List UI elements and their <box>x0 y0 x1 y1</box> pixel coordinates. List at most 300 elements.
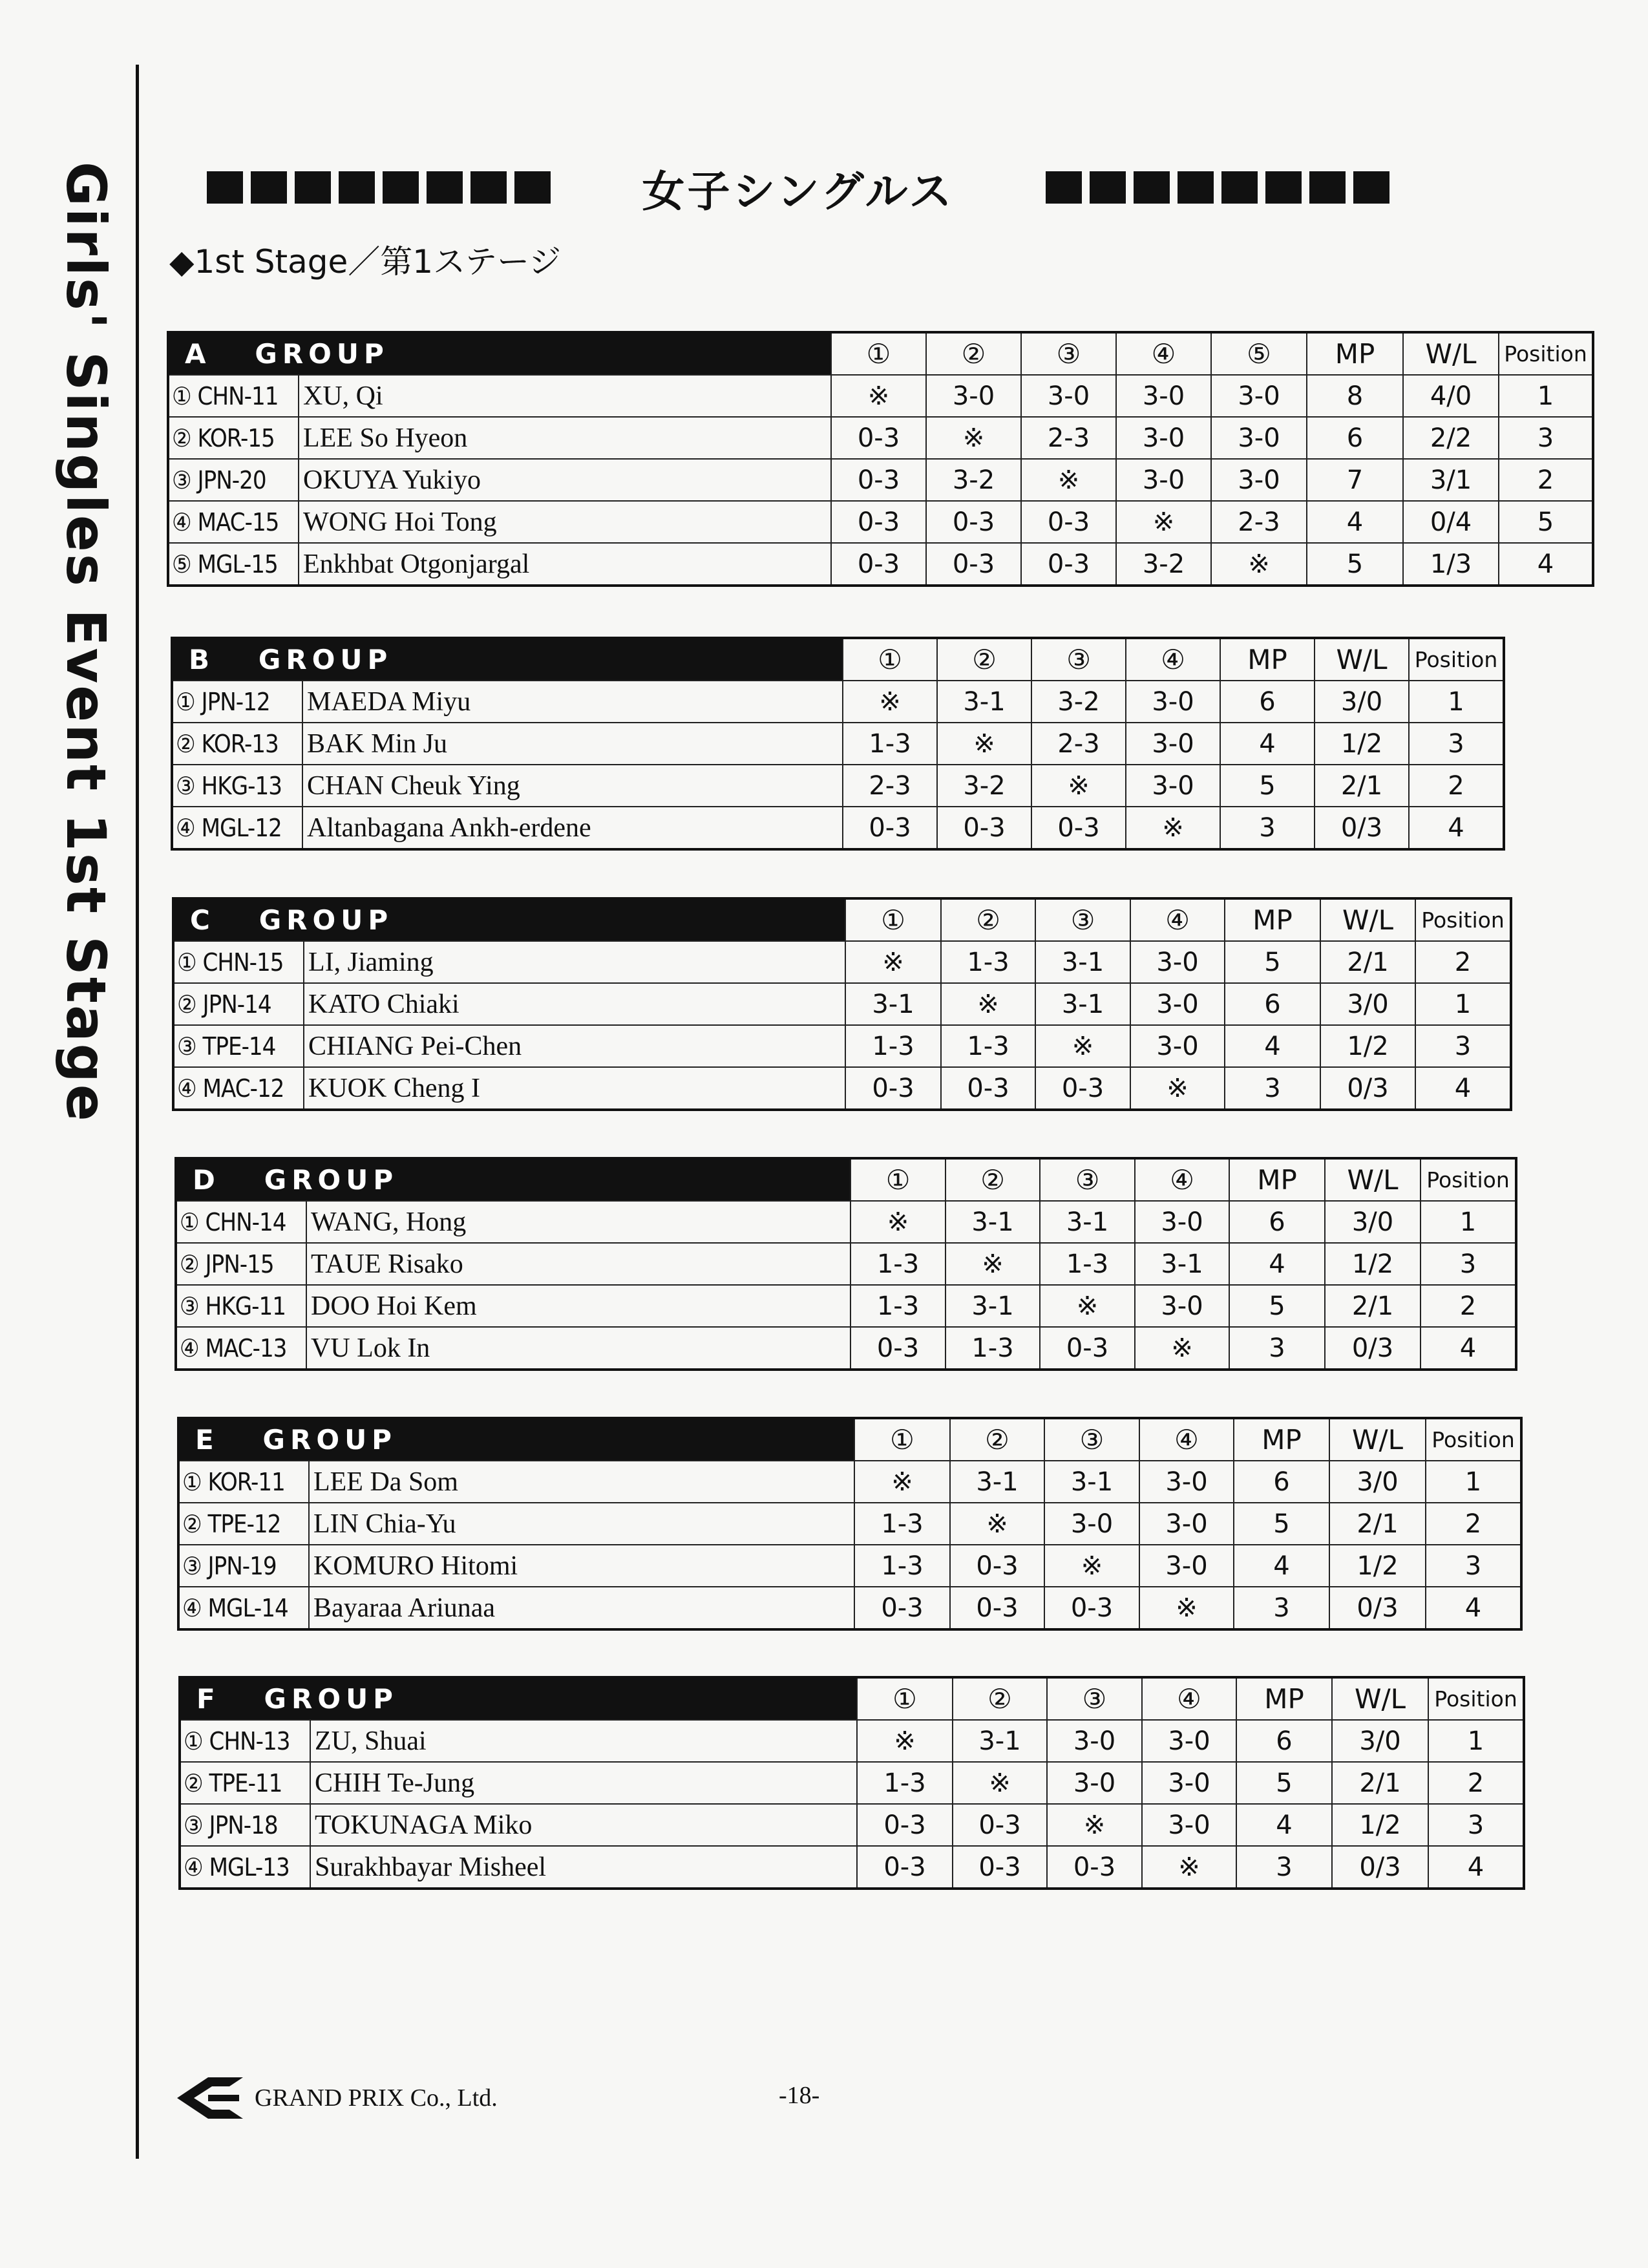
match-result: 3-0 <box>1135 1201 1229 1243</box>
player-position: 3 <box>1426 1545 1521 1587</box>
group-header-row <box>172 638 1504 681</box>
player-name: TAUE Risako <box>306 1243 850 1285</box>
mp-header: MP <box>1229 1158 1325 1201</box>
player-mp: 5 <box>1236 1762 1332 1804</box>
player-mp: 4 <box>1229 1243 1325 1285</box>
match-result: 1-3 <box>941 1025 1035 1067</box>
player-row <box>172 807 1504 849</box>
opponent-column-header: ④ <box>1139 1418 1234 1461</box>
match-result: 0-3 <box>953 1846 1047 1889</box>
right-decor-blocks <box>1046 171 1389 204</box>
player-position: 2 <box>1415 941 1511 983</box>
match-result: 0-3 <box>857 1804 953 1846</box>
player-position: 2 <box>1428 1762 1524 1804</box>
match-result: ※ <box>831 375 926 417</box>
player-row <box>168 543 1593 586</box>
group-d-table <box>174 1157 1517 1371</box>
match-result: ※ <box>1139 1587 1234 1629</box>
player-code: ① CHN-15 <box>173 941 304 983</box>
player-name: CHIANG Pei-Chen <box>304 1025 845 1067</box>
match-result: 3-1 <box>950 1461 1044 1503</box>
match-result: 3-0 <box>1211 375 1307 417</box>
match-result: 3-1 <box>953 1720 1047 1762</box>
player-wl: 1/3 <box>1403 543 1499 586</box>
opponent-column-header: ③ <box>1040 1158 1135 1201</box>
group-a-table <box>167 331 1594 587</box>
match-result: 3-0 <box>1044 1503 1139 1545</box>
player-name: LIN Chia-Yu <box>309 1503 854 1545</box>
player-name: DOO Hoi Kem <box>306 1285 850 1327</box>
wl-header: W/L <box>1325 1158 1421 1201</box>
player-code: ① CHN-14 <box>176 1201 306 1243</box>
player-wl: 3/0 <box>1315 681 1409 723</box>
player-row <box>176 1327 1516 1370</box>
match-result: 3-0 <box>1135 1285 1229 1327</box>
player-code: ⑤ MGL-15 <box>168 543 299 586</box>
player-mp: 4 <box>1225 1025 1320 1067</box>
group-header-row <box>173 898 1511 941</box>
player-name: KUOK Cheng I <box>304 1067 845 1110</box>
match-result: 1-3 <box>857 1762 953 1804</box>
match-result: 0-3 <box>843 807 937 849</box>
vertical-divider <box>136 65 139 2159</box>
match-result: 2-3 <box>843 765 937 807</box>
opponent-column-header: ④ <box>1116 332 1211 375</box>
group-label: A GROUP <box>168 332 831 375</box>
match-result: 1-3 <box>854 1545 950 1587</box>
player-code: ④ MGL-13 <box>180 1846 310 1889</box>
wl-header: W/L <box>1403 332 1499 375</box>
match-result: 0-3 <box>831 459 926 501</box>
player-row <box>168 459 1593 501</box>
player-name: Bayaraa Ariunaa <box>309 1587 854 1629</box>
player-name: LEE Da Som <box>309 1461 854 1503</box>
player-position: 3 <box>1421 1243 1516 1285</box>
group-label: D GROUP <box>176 1158 850 1201</box>
match-result: 3-0 <box>1130 941 1225 983</box>
match-result: 3-2 <box>926 459 1021 501</box>
player-row <box>173 941 1511 983</box>
side-title-text: Girls' Singles Event 1st Stage <box>54 162 118 1123</box>
match-result: ※ <box>950 1503 1044 1545</box>
player-wl: 3/0 <box>1332 1720 1428 1762</box>
match-result: 3-2 <box>1031 681 1126 723</box>
player-mp: 5 <box>1225 941 1320 983</box>
page-header <box>207 158 1389 217</box>
group-b-table <box>171 637 1505 851</box>
match-result: 3-1 <box>1035 941 1130 983</box>
player-position: 4 <box>1426 1587 1521 1629</box>
player-code: ② JPN-14 <box>173 983 304 1025</box>
match-result: 3-0 <box>1139 1545 1234 1587</box>
opponent-column-header: ③ <box>1031 638 1126 681</box>
position-header: Position <box>1499 332 1593 375</box>
player-mp: 7 <box>1307 459 1403 501</box>
player-row <box>172 681 1504 723</box>
player-row <box>168 501 1593 543</box>
player-name: KATO Chiaki <box>304 983 845 1025</box>
match-result: ※ <box>1126 807 1220 849</box>
opponent-column-header: ③ <box>1047 1677 1142 1720</box>
player-position: 3 <box>1428 1804 1524 1846</box>
match-result: 3-1 <box>937 681 1031 723</box>
match-result: 0-3 <box>926 543 1021 586</box>
player-name: XU, Qi <box>299 375 831 417</box>
match-result: 0-3 <box>831 543 926 586</box>
group-header-row <box>176 1158 1516 1201</box>
player-mp: 5 <box>1307 543 1403 586</box>
player-position: 2 <box>1421 1285 1516 1327</box>
player-row <box>180 1720 1524 1762</box>
player-position: 3 <box>1499 417 1593 459</box>
player-code: ① CHN-13 <box>180 1720 310 1762</box>
match-result: 3-0 <box>1139 1503 1234 1545</box>
player-name: TOKUNAGA Miko <box>310 1804 857 1846</box>
match-result: 0-3 <box>1044 1587 1139 1629</box>
group-f-table <box>178 1676 1525 1890</box>
match-result: 3-2 <box>1116 543 1211 586</box>
player-row <box>168 375 1593 417</box>
opponent-column-header: ② <box>950 1418 1044 1461</box>
player-position: 4 <box>1428 1846 1524 1889</box>
player-mp: 5 <box>1229 1285 1325 1327</box>
player-row <box>178 1587 1521 1629</box>
player-position: 2 <box>1426 1503 1521 1545</box>
player-name: KOMURO Hitomi <box>309 1545 854 1587</box>
opponent-column-header: ② <box>937 638 1031 681</box>
match-result: ※ <box>1047 1804 1142 1846</box>
match-result: 0-3 <box>926 501 1021 543</box>
page-number: -18- <box>779 2082 820 2109</box>
match-result: ※ <box>845 941 941 983</box>
opponent-column-header: ④ <box>1130 898 1225 941</box>
mp-header: MP <box>1220 638 1315 681</box>
match-result: 0-3 <box>857 1846 953 1889</box>
player-name: ZU, Shuai <box>310 1720 857 1762</box>
match-result: 0-3 <box>1031 807 1126 849</box>
match-result: 1-3 <box>843 723 937 765</box>
match-result: 1-3 <box>945 1327 1040 1370</box>
player-code: ③ HKG-11 <box>176 1285 306 1327</box>
match-result: 0-3 <box>831 501 926 543</box>
player-code: ④ MGL-14 <box>178 1587 309 1629</box>
position-header: Position <box>1426 1418 1521 1461</box>
group-label: F GROUP <box>180 1677 857 1720</box>
opponent-column-header: ③ <box>1021 332 1116 375</box>
stage-subtitle: ◆1st Stage／第1ステージ <box>169 243 562 281</box>
match-result: ※ <box>857 1720 953 1762</box>
player-mp: 5 <box>1220 765 1315 807</box>
player-wl: 4/0 <box>1403 375 1499 417</box>
player-mp: 5 <box>1234 1503 1329 1545</box>
player-wl: 1/2 <box>1332 1804 1428 1846</box>
player-wl: 2/1 <box>1325 1285 1421 1327</box>
player-mp: 3 <box>1236 1846 1332 1889</box>
group-e-table <box>177 1417 1523 1631</box>
player-code: ④ MGL-12 <box>172 807 302 849</box>
player-name: Surakhbayar Misheel <box>310 1846 857 1889</box>
match-result: ※ <box>843 681 937 723</box>
player-position: 4 <box>1499 543 1593 586</box>
player-name: CHAN Cheuk Ying <box>302 765 843 807</box>
player-row <box>178 1545 1521 1587</box>
player-position: 4 <box>1409 807 1504 849</box>
match-result: 3-1 <box>945 1201 1040 1243</box>
player-wl: 0/3 <box>1332 1846 1428 1889</box>
player-wl: 2/2 <box>1403 417 1499 459</box>
player-code: ② TPE-11 <box>180 1762 310 1804</box>
player-position: 3 <box>1415 1025 1511 1067</box>
match-result: 0-3 <box>854 1587 950 1629</box>
match-result: ※ <box>1135 1327 1229 1370</box>
match-result: 1-3 <box>850 1243 945 1285</box>
player-row <box>173 1025 1511 1067</box>
opponent-column-header: ② <box>941 898 1035 941</box>
match-result: 2-3 <box>1211 501 1307 543</box>
player-wl: 3/0 <box>1329 1461 1426 1503</box>
opponent-column-header: ① <box>831 332 926 375</box>
player-name: MAEDA Miyu <box>302 681 843 723</box>
opponent-column-header: ① <box>857 1677 953 1720</box>
player-position: 5 <box>1499 501 1593 543</box>
player-position: 2 <box>1409 765 1504 807</box>
player-name: WONG Hoi Tong <box>299 501 831 543</box>
player-mp: 3 <box>1220 807 1315 849</box>
match-result: 3-0 <box>1139 1461 1234 1503</box>
player-name: LI, Jiaming <box>304 941 845 983</box>
match-result: ※ <box>1035 1025 1130 1067</box>
opponent-column-header: ② <box>953 1677 1047 1720</box>
match-result: ※ <box>926 417 1021 459</box>
player-code: ① JPN-12 <box>172 681 302 723</box>
match-result: 0-3 <box>850 1327 945 1370</box>
player-code: ② JPN-15 <box>176 1243 306 1285</box>
match-result: ※ <box>945 1243 1040 1285</box>
match-result: 3-0 <box>1142 1804 1236 1846</box>
position-header: Position <box>1409 638 1504 681</box>
match-result: 3-0 <box>1126 681 1220 723</box>
position-header: Position <box>1428 1677 1524 1720</box>
match-result: 1-3 <box>845 1025 941 1067</box>
player-position: 1 <box>1499 375 1593 417</box>
player-row <box>180 1804 1524 1846</box>
match-result: 3-2 <box>937 765 1031 807</box>
match-result: 3-0 <box>1116 417 1211 459</box>
player-row <box>178 1503 1521 1545</box>
player-code: ④ MAC-13 <box>176 1327 306 1370</box>
left-decor-blocks <box>207 171 551 204</box>
player-row <box>173 983 1511 1025</box>
opponent-column-header: ① <box>850 1158 945 1201</box>
match-result: ※ <box>1142 1846 1236 1889</box>
player-position: 1 <box>1421 1201 1516 1243</box>
opponent-column-header: ④ <box>1126 638 1220 681</box>
match-result: ※ <box>1031 765 1126 807</box>
match-result: 1-3 <box>850 1285 945 1327</box>
mp-header: MP <box>1225 898 1320 941</box>
match-result: 2-3 <box>1031 723 1126 765</box>
player-row <box>176 1285 1516 1327</box>
mp-header: MP <box>1236 1677 1332 1720</box>
match-result: 3-0 <box>1142 1720 1236 1762</box>
player-mp: 3 <box>1225 1067 1320 1110</box>
player-code: ① CHN-11 <box>168 375 299 417</box>
player-position: 4 <box>1415 1067 1511 1110</box>
match-result: 0-3 <box>1047 1846 1142 1889</box>
match-result: 3-1 <box>1040 1201 1135 1243</box>
player-wl: 3/1 <box>1403 459 1499 501</box>
match-result: 3-0 <box>1047 1762 1142 1804</box>
group-c-table <box>172 897 1512 1111</box>
match-result: 3-0 <box>1116 459 1211 501</box>
player-row <box>176 1201 1516 1243</box>
player-mp: 4 <box>1220 723 1315 765</box>
player-wl: 2/1 <box>1329 1503 1426 1545</box>
match-result: 1-3 <box>941 941 1035 983</box>
match-result: ※ <box>1040 1285 1135 1327</box>
opponent-column-header: ④ <box>1135 1158 1229 1201</box>
group-label: B GROUP <box>172 638 843 681</box>
match-result: 3-0 <box>1021 375 1116 417</box>
player-position: 1 <box>1415 983 1511 1025</box>
opponent-column-header: ⑤ <box>1211 332 1307 375</box>
match-result: 3-1 <box>1044 1461 1139 1503</box>
player-code: ② KOR-13 <box>172 723 302 765</box>
player-wl: 2/1 <box>1320 941 1415 983</box>
match-result: 3-1 <box>1135 1243 1229 1285</box>
match-result: 0-3 <box>1021 501 1116 543</box>
player-mp: 6 <box>1220 681 1315 723</box>
player-code: ③ JPN-19 <box>178 1545 309 1587</box>
match-result: 2-3 <box>1021 417 1116 459</box>
opponent-column-header: ② <box>945 1158 1040 1201</box>
wl-header: W/L <box>1329 1418 1426 1461</box>
player-position: 3 <box>1409 723 1504 765</box>
match-result: 0-3 <box>1021 543 1116 586</box>
match-result: 3-0 <box>1047 1720 1142 1762</box>
player-name: OKUYA Yukiyo <box>299 459 831 501</box>
group-label: C GROUP <box>173 898 845 941</box>
player-code: ① KOR-11 <box>178 1461 309 1503</box>
side-title <box>31 162 141 1260</box>
player-row <box>173 1067 1511 1110</box>
player-position: 4 <box>1421 1327 1516 1370</box>
match-result: 3-0 <box>926 375 1021 417</box>
player-wl: 1/2 <box>1329 1545 1426 1587</box>
position-header: Position <box>1415 898 1511 941</box>
group-label: E GROUP <box>178 1418 854 1461</box>
player-name: CHIH Te-Jung <box>310 1762 857 1804</box>
position-header: Position <box>1421 1158 1516 1201</box>
match-result: ※ <box>854 1461 950 1503</box>
match-result: ※ <box>1044 1545 1139 1587</box>
player-wl: 2/1 <box>1332 1762 1428 1804</box>
player-position: 2 <box>1499 459 1593 501</box>
match-result: ※ <box>1211 543 1307 586</box>
player-mp: 4 <box>1236 1804 1332 1846</box>
match-result: 0-3 <box>953 1804 1047 1846</box>
player-mp: 4 <box>1234 1545 1329 1587</box>
player-name: Enkhbat Otgonjargal <box>299 543 831 586</box>
player-position: 1 <box>1428 1720 1524 1762</box>
match-result: ※ <box>1130 1067 1225 1110</box>
footer <box>174 2075 498 2121</box>
player-code: ③ JPN-20 <box>168 459 299 501</box>
match-result: 0-3 <box>845 1067 941 1110</box>
player-name: VU Lok In <box>306 1327 850 1370</box>
player-name: LEE So Hyeon <box>299 417 831 459</box>
match-result: ※ <box>850 1201 945 1243</box>
player-mp: 6 <box>1234 1461 1329 1503</box>
player-name: WANG, Hong <box>306 1201 850 1243</box>
group-header-row <box>180 1677 1524 1720</box>
player-wl: 1/2 <box>1315 723 1409 765</box>
player-wl: 1/2 <box>1325 1243 1421 1285</box>
mp-header: MP <box>1234 1418 1329 1461</box>
player-wl: 1/2 <box>1320 1025 1415 1067</box>
player-row <box>172 765 1504 807</box>
match-result: 3-1 <box>1035 983 1130 1025</box>
player-wl: 0/3 <box>1325 1327 1421 1370</box>
player-code: ③ JPN-18 <box>180 1804 310 1846</box>
player-code: ③ HKG-13 <box>172 765 302 807</box>
player-position: 1 <box>1409 681 1504 723</box>
player-wl: 3/0 <box>1325 1201 1421 1243</box>
player-mp: 3 <box>1234 1587 1329 1629</box>
match-result: 0-3 <box>941 1067 1035 1110</box>
opponent-column-header: ① <box>854 1418 950 1461</box>
opponent-column-header: ③ <box>1035 898 1130 941</box>
match-result: 3-0 <box>1126 765 1220 807</box>
wl-header: W/L <box>1320 898 1415 941</box>
player-mp: 3 <box>1229 1327 1325 1370</box>
player-name: BAK Min Ju <box>302 723 843 765</box>
player-mp: 6 <box>1236 1720 1332 1762</box>
opponent-column-header: ② <box>926 332 1021 375</box>
player-row <box>168 417 1593 459</box>
match-result: 3-0 <box>1142 1762 1236 1804</box>
player-code: ④ MAC-12 <box>173 1067 304 1110</box>
player-row <box>180 1846 1524 1889</box>
page-title: 女子シングルス <box>642 166 955 217</box>
player-wl: 0/3 <box>1320 1067 1415 1110</box>
player-wl: 3/0 <box>1320 983 1415 1025</box>
wl-header: W/L <box>1332 1677 1428 1720</box>
player-wl: 0/3 <box>1315 807 1409 849</box>
match-result: 3-0 <box>1211 459 1307 501</box>
player-mp: 4 <box>1307 501 1403 543</box>
player-code: ② KOR-15 <box>168 417 299 459</box>
opponent-column-header: ① <box>843 638 937 681</box>
player-name: Altanbagana Ankh-erdene <box>302 807 843 849</box>
group-header-row <box>168 332 1593 375</box>
player-wl: 2/1 <box>1315 765 1409 807</box>
player-wl: 0/3 <box>1329 1587 1426 1629</box>
match-result: 0-3 <box>1035 1067 1130 1110</box>
opponent-column-header: ④ <box>1142 1677 1236 1720</box>
mp-header: MP <box>1307 332 1403 375</box>
match-result: 1-3 <box>1040 1243 1135 1285</box>
player-code: ③ TPE-14 <box>173 1025 304 1067</box>
match-result: 3-0 <box>1130 983 1225 1025</box>
company-name: GRAND PRIX Co., Ltd. <box>255 2084 498 2112</box>
match-result: 3-1 <box>945 1285 1040 1327</box>
player-mp: 8 <box>1307 375 1403 417</box>
opponent-column-header: ③ <box>1044 1418 1139 1461</box>
match-result: 3-0 <box>1116 375 1211 417</box>
wl-header: W/L <box>1315 638 1409 681</box>
match-result: ※ <box>941 983 1035 1025</box>
